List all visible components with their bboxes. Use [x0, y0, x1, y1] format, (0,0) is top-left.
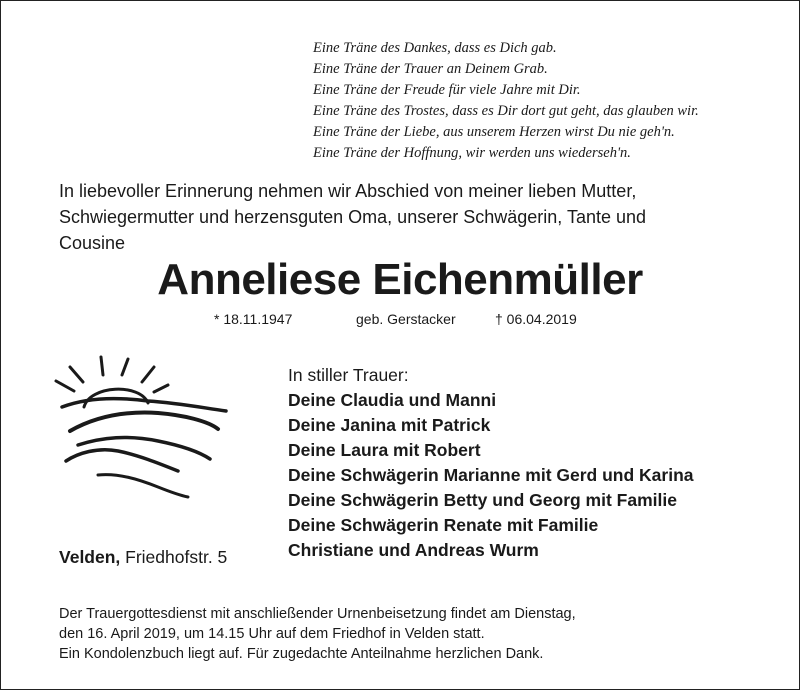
mourner-line: Deine Claudia und Manni — [288, 390, 497, 410]
poem-line: Eine Träne des Trostes, dass es Dir dort gut geht, das glauben wir. — [313, 103, 699, 119]
poem-line: Eine Träne der Freude für viele Jahre mit Dir. — [313, 82, 581, 98]
poem-line: Eine Träne des Dankes, dass es Dich gab. — [313, 40, 557, 56]
poem-line: Eine Träne der Trauer an Deinem Grab. — [313, 61, 548, 77]
mourner-line: Deine Schwägerin Betty und Georg mit Familie — [288, 490, 677, 510]
mourner-line: Deine Janina mit Patrick — [288, 415, 491, 435]
mourners-heading: In stiller Trauer: — [288, 365, 409, 385]
address-town: Velden, — [59, 547, 121, 567]
deceased-name: Anneliese Eichenmüller — [157, 255, 643, 304]
poem-line: Eine Träne der Hoffnung, wir werden uns wiederseh'n. — [313, 145, 631, 161]
poem — [313, 38, 783, 164]
maiden-name: geb. Gerstacker — [356, 311, 456, 327]
intro-text — [59, 178, 759, 256]
mourner-line: Deine Laura mit Robert — [288, 440, 481, 460]
birth-date: * 18.11.1947 — [214, 311, 293, 327]
address-street: Friedhofstr. 5 — [125, 547, 228, 567]
sunset-over-hills-icon — [48, 345, 238, 505]
service-line: Ein Kondolenzbuch liegt auf. Für zugedachte Anteilnahme herzlichen Dank. — [59, 646, 544, 662]
service-line: den 16. April 2019, um 14.15 Uhr auf dem Friedhof in Velden statt. — [59, 626, 485, 642]
service-info — [59, 604, 759, 664]
intro-line: Cousine — [59, 233, 126, 253]
mourner-line: Deine Schwägerin Marianne mit Gerd und Karina — [288, 465, 694, 485]
death-date: † 06.04.2019 — [495, 311, 577, 327]
poem-line: Eine Träne der Liebe, aus unserem Herzen wirst Du nie geh'n. — [313, 124, 675, 140]
mourner-line: Deine Schwägerin Renate mit Familie — [288, 515, 599, 535]
mourner-line: Christiane und Andreas Wurm — [288, 540, 539, 560]
mourners-list — [288, 363, 788, 563]
intro-line: In liebevoller Erinnerung nehmen wir Abschied von meiner lieben Mutter, — [59, 181, 637, 201]
address — [59, 545, 227, 570]
service-line: Der Trauergottesdienst mit anschließender Urnenbeisetzung findet am Dienstag, — [59, 606, 576, 622]
intro-line: Schwiegermutter und herzensguten Oma, unserer Schwägerin, Tante und — [59, 207, 647, 227]
